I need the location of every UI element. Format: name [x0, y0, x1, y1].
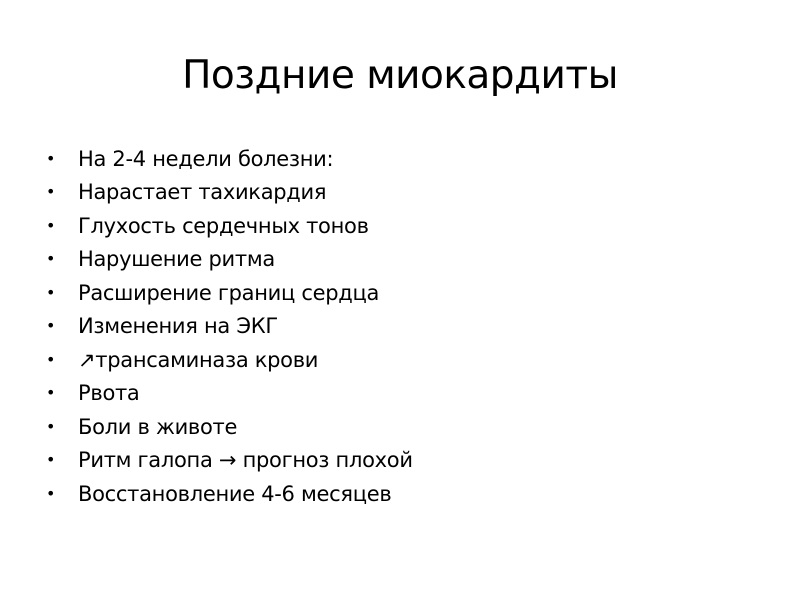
- list-item-text: Нарушение ритма: [78, 247, 275, 272]
- list-item-text: Рвота: [78, 381, 140, 406]
- bullet-icon: •: [46, 450, 56, 470]
- list-item: [46, 243, 413, 277]
- bullet-list: [46, 142, 413, 511]
- list-item: [46, 444, 413, 478]
- list-item-text: Изменения на ЭКГ: [78, 314, 278, 339]
- list-item-text: Ритм галопа → прогноз плохой: [78, 448, 413, 473]
- bullet-icon: •: [46, 282, 56, 302]
- list-item: [46, 209, 413, 243]
- list-item-text: На 2-4 недели болезни:: [78, 146, 334, 171]
- bullet-icon: •: [46, 249, 56, 269]
- list-item: [46, 276, 413, 310]
- list-item: [46, 377, 413, 411]
- bullet-icon: •: [46, 416, 56, 436]
- bullet-icon: •: [46, 215, 56, 235]
- list-item-text: Восстановление 4-6 месяцев: [78, 481, 392, 506]
- list-item-text: Глухость сердечных тонов: [78, 213, 369, 238]
- list-item-text: ↗трансаминаза крови: [78, 347, 319, 372]
- bullet-icon: •: [46, 148, 56, 168]
- slide-title: Поздние миокардиты: [182, 53, 618, 98]
- list-item: [46, 410, 413, 444]
- list-item: [46, 310, 413, 344]
- bullet-icon: •: [46, 316, 56, 336]
- list-item-text: Нарастает тахикардия: [78, 180, 327, 205]
- list-item: [46, 142, 413, 176]
- list-item-text: Боли в животе: [78, 414, 238, 439]
- bullet-icon: •: [46, 483, 56, 503]
- bullet-icon: •: [46, 349, 56, 369]
- list-item: [46, 477, 413, 511]
- list-item: [46, 176, 413, 210]
- list-item: [46, 343, 413, 377]
- list-item-text: Расширение границ сердца: [78, 280, 380, 305]
- bullet-icon: •: [46, 182, 56, 202]
- bullet-icon: •: [46, 383, 56, 403]
